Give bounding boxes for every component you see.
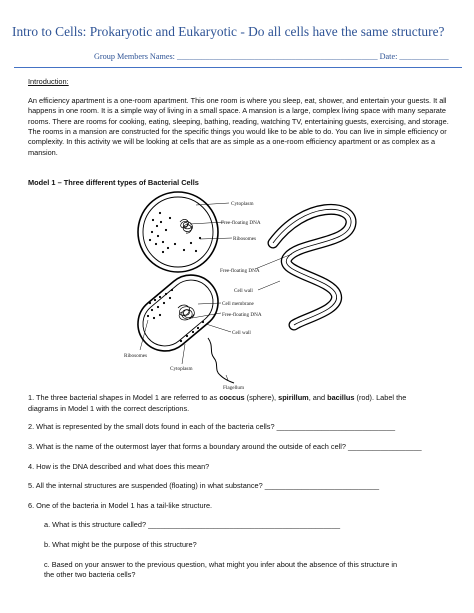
label-dna-top: Free-floating DNA	[221, 220, 261, 226]
label-ribosomes-top: Ribosomes	[233, 236, 257, 242]
question-1-line-2: diagrams in Model 1 with the correct descriptions.	[28, 404, 190, 413]
question-6: 6. One of the bacteria in Model 1 has a tail-like structure.	[28, 501, 213, 510]
question-6c-line-2: the other two bacteria cells?	[44, 570, 136, 579]
question-6c: c. Based on your answer to the previous question, what might you infer about the absence of this structure in	[44, 560, 398, 569]
coccus-ribosomes	[149, 212, 201, 253]
introduction-heading: Introduction:	[28, 77, 69, 86]
question-5[interactable]: 5. All the internal structures are suspended (floating) in what substance? ____________________________	[28, 481, 380, 490]
question-4: 4. How is the DNA described and what does this mean?	[28, 462, 210, 471]
label-flagellum: Flagellum	[223, 385, 245, 391]
group-members-line[interactable]: Group Members Names: _________________________________________________ Date: ____________	[94, 52, 449, 61]
introduction-paragraph: An efficiency apartment is a one-room apartment. This one room is where you sleep, eat, shower, and entertain your guests. It all happens in one room. It is a simple way of living in a small space. A mansion is a large, complex living space with many separate rooms. There are rooms for cooking, eating, sleeping, bathing, reading, watching TV, entertaining guests, exercising, and storage. The rooms in a mansion are constructed for the specific things you would like to be able to do. You can live in simple efficiency or complexity. In this activity we will be looking at cells that are as simple as a one-room efficiency apartment or as complex as a mansion.	[28, 96, 449, 157]
label-cytoplasm-rod: Cytoplasm	[170, 366, 193, 372]
label-cell-wall-rod: Cell wall	[232, 330, 251, 336]
model-heading: Model 1 – Three different types of Bacterial Cells	[28, 178, 199, 187]
question-2[interactable]: 2. What is represented by the small dots found in each of the bacteria cells? _____________________________	[28, 422, 396, 431]
question-1: 1. The three bacterial shapes in Model 1 are referred to as coccus (sphere), spirillum, and bacillus (rod). Label the	[28, 393, 407, 402]
bacillus-dna	[178, 305, 194, 320]
flagellum	[208, 338, 234, 383]
question-6b: b. What might be the purpose of this structure?	[44, 540, 197, 549]
label-cell-wall-spiral: Cell wall	[234, 288, 253, 294]
label-cytoplasm-top: Cytoplasm	[231, 201, 254, 207]
coccus-cell	[138, 192, 218, 272]
label-ribosomes-rod: Ribosomes	[124, 353, 148, 359]
spirillum-cell	[273, 209, 351, 325]
label-dna-rod: Free-floating DNA	[222, 312, 262, 318]
label-cell-membrane: Cell membrane	[222, 301, 254, 307]
coccus-dna	[180, 219, 192, 233]
page-title: Intro to Cells: Prokaryotic and Eukaryotic - Do all cells have the same structure?	[12, 24, 445, 39]
question-6a[interactable]: a. What is this structure called? _______________________________________________	[44, 520, 341, 529]
question-3[interactable]: 3. What is the name of the outermost layer that forms a boundary around the outside of each cell? __________________	[28, 442, 422, 451]
label-dna-spiral: Free-floating DNA	[220, 268, 260, 274]
